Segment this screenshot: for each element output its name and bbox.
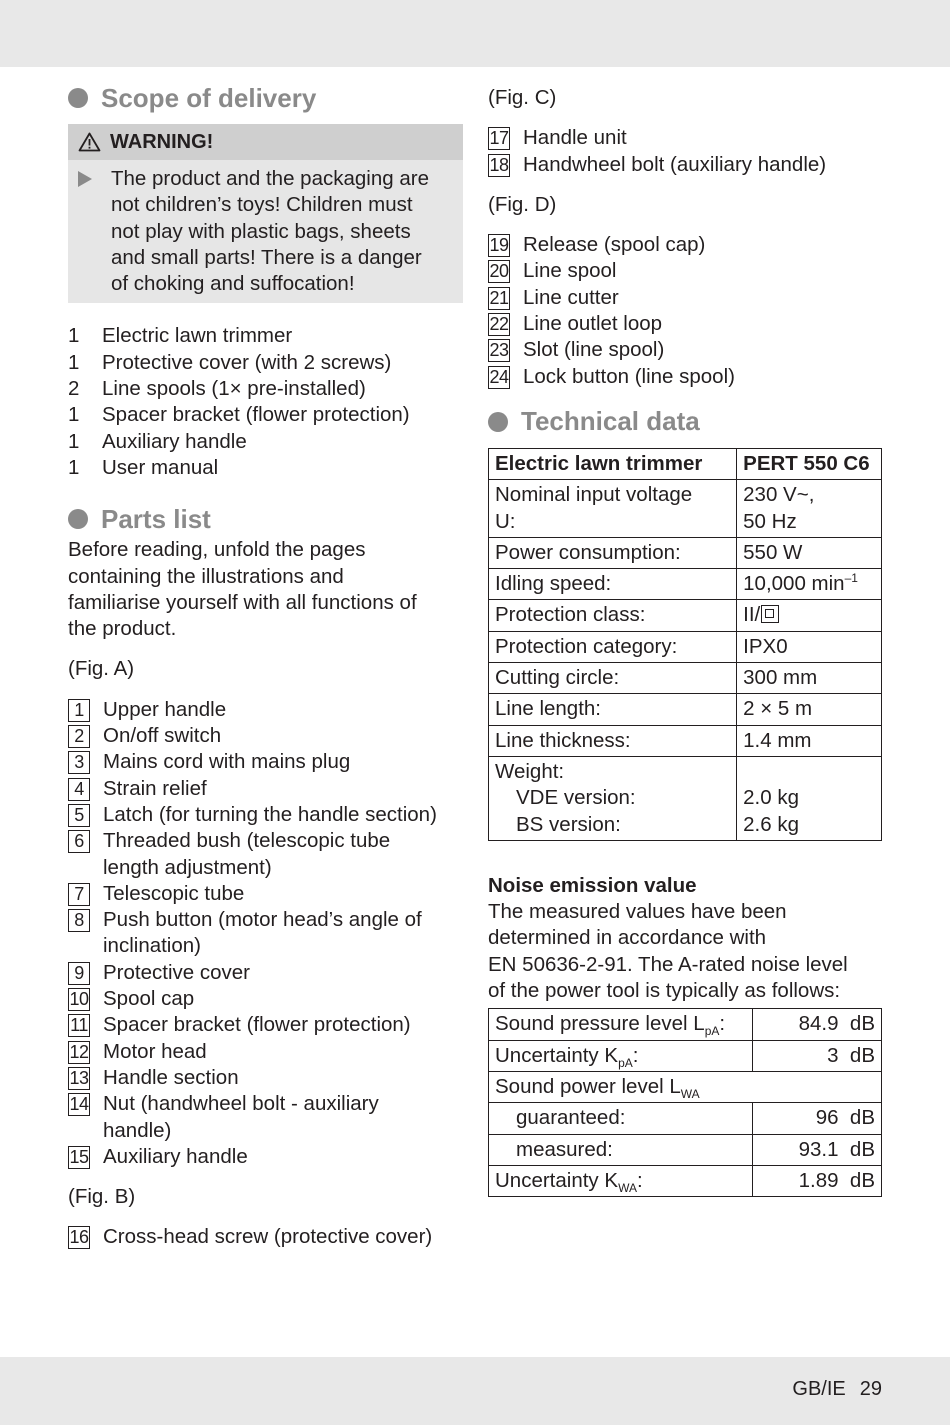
table-cell: Weight: VDE version: BS version: [489,756,737,840]
bullet-icon [68,509,88,529]
table-row [489,1103,882,1134]
warning-body [68,160,463,299]
bullet-icon [488,412,508,432]
arrow-bullet-icon [78,171,92,187]
part-number: 5 [68,804,90,827]
part-number: 14 [69,1094,89,1115]
parts-heading: Parts list [68,501,463,537]
table-row [489,1040,882,1071]
table-cell: 1.89 dB [753,1165,882,1196]
list-item: 17 Handle unit [489,126,627,150]
list-item: 11 Spacer bracket (flower protection) [68,1012,463,1038]
table-cell: Cutting circle: [489,663,737,694]
list-item: 21 Line cutter [489,285,619,309]
parts-list-b [68,1224,463,1250]
footer-region: GB/IE [792,1378,846,1400]
list-item: 12 Motor head [69,1039,207,1063]
table-cell: measured: [489,1134,753,1165]
table-cell: Nominal input voltage U: [489,480,737,538]
table-header-cell: Electric lawn trimmer [489,448,737,479]
list-item: 10 Spool cap [69,987,195,1011]
list-item: 16 Cross-head screw (protective cover) [69,1225,433,1249]
table-row [489,756,882,840]
top-band [0,0,950,67]
list-item: 1 User manual [68,455,219,479]
list-item: 22 Line outlet loop [489,312,663,336]
table-cell: 230 V~, 50 Hz [737,480,882,538]
table-cell: Line length: [489,694,737,725]
fig-d-label: (Fig. D) [488,192,557,216]
warning-triangle-icon [78,132,101,152]
part-number: 10 [69,989,89,1010]
table-cell: Sound power level $L_{WA}$ [489,1071,882,1102]
table-cell: Protection category: [489,631,737,662]
table-row [489,1134,882,1165]
fig-b-label: (Fig. B) [68,1185,136,1209]
part-number: 22 [489,314,509,335]
tech-heading: Technical data [488,404,882,440]
list-item: 2 On/off switch [68,723,463,749]
part-number: 21 [489,287,509,308]
list-item: 5 Latch (for turning the handle section) [68,802,463,828]
part-number: 23 [489,340,509,361]
table-cell: 550 W [737,537,882,568]
table-cell: Idling speed: [489,569,737,600]
table-cell: 93.1 dB [753,1134,882,1165]
table-row [489,1165,882,1196]
part-number: 19 [489,235,509,256]
protection-class-ii-icon [761,605,779,623]
table-row [489,631,882,662]
list-item: 24 Lock button (line spool) [489,364,735,388]
delivery-list [68,323,463,481]
part-number: 13 [69,1067,89,1088]
part-number: 2 [68,725,90,748]
list-item: 6 Threaded bush (telescopic tube length adjustment) [68,828,463,881]
table-row [489,537,882,568]
list-item: 8 Push button (motor head’s angle of inclination) [68,907,463,960]
list-item: 2 Line spools (1× pre-installed) [68,377,366,401]
page-footer [792,1378,882,1401]
list-item: 1 Spacer bracket (flower protection) [68,403,410,427]
table-row [489,448,882,479]
table-row [489,1009,882,1040]
table-cell: 300 mm [737,663,882,694]
fig-a-label: (Fig. A) [68,657,135,681]
list-item: 15 Auxiliary handle [69,1144,248,1168]
parts-list-d [488,232,882,390]
table-cell: 96 dB [753,1103,882,1134]
table-cell: Line thickness: [489,725,737,756]
part-number: 17 [489,128,509,149]
warning-box [68,124,463,303]
warning-header [68,124,463,160]
page-number: 29 [859,1378,882,1400]
part-number: 24 [489,366,509,387]
table-cell: 3 dB [753,1040,882,1071]
list-item: 1 Auxiliary handle [68,429,247,453]
parts-list-a [68,697,463,1170]
bullet-icon [68,88,88,108]
warning-title: WARNING! [110,130,214,153]
list-item: 20 Line spool [489,259,617,283]
part-number: 18 [489,154,509,175]
table-row [489,1071,882,1102]
noise-heading: Noise emission value [488,873,697,897]
table-cell: 1.4 mm [737,725,882,756]
table-row [489,569,882,600]
part-number: 3 [68,751,90,774]
scope-heading: Scope of delivery [68,80,463,116]
table-cell: IPX0 [737,631,882,662]
part-number: 11 [68,1014,90,1037]
part-number: 6 [68,830,90,853]
table-header-cell: PERT 550 C6 [737,448,882,479]
table-cell: guaranteed: [489,1103,753,1134]
part-number: 1 [68,699,90,722]
part-number: 15 [69,1146,89,1167]
fig-c-label: (Fig. C) [488,86,557,109]
left-column [68,80,463,1251]
table-cell: 84.9 dB [753,1009,882,1040]
table-row [489,480,882,538]
list-item: 1 Upper handle [68,697,463,723]
table-cell: Sound pressure level $L_{pA}$: [489,1009,753,1040]
list-item: 18 Handwheel bolt (auxiliary handle) [489,152,827,176]
table-row [489,725,882,756]
part-number: 8 [68,909,90,932]
table-cell: 2 × 5 m [737,694,882,725]
noise-intro: The measured values have been determined in accordance with EN 50636-2-91. The A-rated noise level of the power tool is typically as follows: [488,900,848,1003]
tech-data-table [488,448,882,841]
table-cell: Power consumption: [489,537,737,568]
part-number: 7 [68,883,90,906]
list-item: 14 Nut (handwheel bolt - auxiliary handle) [69,1092,379,1142]
part-number: 9 [68,962,90,985]
list-item: 3 Mains cord with mains plug [68,749,463,775]
table-row [489,694,882,725]
table-cell: 2.0 kg 2.6 kg [737,756,882,840]
table-cell: Uncertainty $K_{WA}$: [489,1165,753,1196]
list-item: 4 Strain relief [68,776,463,802]
right-column [488,80,882,1197]
table-cell: 10,000 $\min^{-1}$ [737,569,882,600]
list-item: 13 Handle section [69,1065,239,1089]
part-number: 20 [489,261,509,282]
table-cell: Uncertainty $K_{pA}$: [489,1040,753,1071]
table-cell: II/ [737,600,882,631]
part-number: 16 [69,1227,89,1248]
noise-table [488,1008,882,1197]
list-item: 23 Slot (line spool) [489,338,665,362]
table-row [489,663,882,694]
parts-list-c [488,125,882,178]
warning-text: The product and the packaging are not children’s toys! Children must not play with plastic bags, sheets and small parts! There is a danger of choking and suffocation! [111,167,429,296]
part-number: 12 [69,1041,89,1062]
table-row [489,600,882,631]
table-cell: Protection class: [489,600,737,631]
list-item: 9 Protective cover [68,960,463,986]
list-item: 1 Protective cover (with 2 screws) [68,350,392,374]
part-number: 4 [68,778,90,801]
list-item: 19 Release (spool cap) [489,233,706,257]
parts-intro: Before reading, unfold the pages containing the illustrations and familiarise yourself with all functions of the product. [68,538,417,641]
list-item: 7 Telescopic tube [68,881,463,907]
list-item: 1 Electric lawn trimmer [68,324,293,348]
